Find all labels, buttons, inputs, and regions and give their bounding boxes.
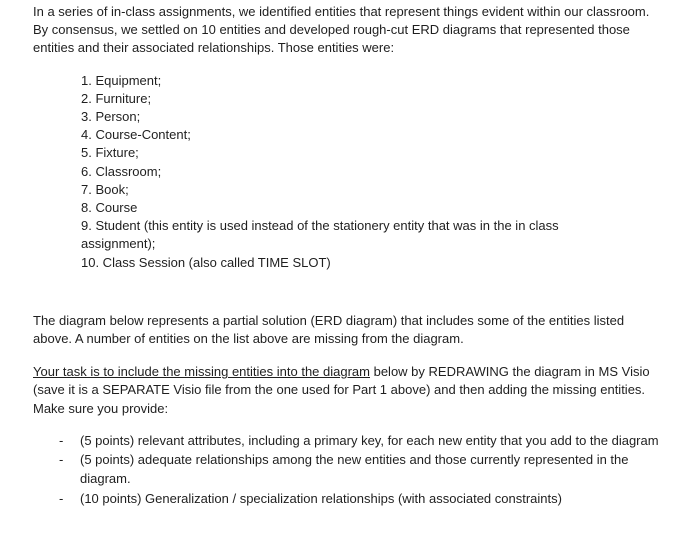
task-paragraph [33, 363, 663, 418]
list-item: 9. Student (this entity is used instead of the stationery entity that was in the in class assignment); [81, 218, 559, 252]
requirement-item [33, 451, 663, 488]
list-item: 3. Person; [81, 109, 141, 125]
list-item: 5. Fixture; [81, 145, 139, 161]
requirement-item [33, 432, 663, 451]
list-item: 7. Book; [81, 181, 129, 197]
dash-bullet: - [59, 432, 64, 448]
list-item: 1. Equipment; [81, 72, 162, 88]
list-item: 10. Class Session (also called TIME SLOT) [81, 254, 331, 270]
list-item: 2. Furniture; [81, 90, 152, 106]
dash-bullet: - [59, 452, 64, 468]
requirement-item [33, 490, 663, 509]
intro-paragraph: In a series of in-class assignments, we identified entities that represent things evident within our classroom. By consensus, we settled on 10 entities and developed rough-cut ERD diagrams that represented those entities and their associated relationships. Those entities were: [33, 4, 650, 56]
task-rest-text: below by REDRAWING the diagram in MS Visio (save it is a SEPARATE Visio file from the one used for Part 1 above) and then adding the missing entities. Make sure you provide: [33, 364, 650, 416]
list-item: 4. Course-Content; [81, 127, 191, 143]
list-item: 8. Course [81, 200, 138, 216]
task-underlined-text: Your task is to include the missing entities into the diagram [33, 364, 370, 380]
list-item: 6. Classroom; [81, 163, 162, 179]
requirement-text: (5 points) relevant attributes, including a primary key, for each new entity that you add to the diagram [80, 432, 659, 448]
document-page [33, 0, 663, 509]
requirement-text: (5 points) adequate relationships among the new entities and those currently represented in the diagram. [80, 452, 629, 487]
requirements-list [33, 432, 663, 508]
entity-list [33, 72, 601, 272]
diagram-description-paragraph: The diagram below represents a partial solution (ERD diagram) that includes some of the entities listed above. A number of entities on the list above are missing from the diagram. [33, 312, 625, 347]
dash-bullet: - [59, 490, 64, 506]
requirement-text: (10 points) Generalization / specialization relationships (with associated constraints) [80, 490, 562, 506]
